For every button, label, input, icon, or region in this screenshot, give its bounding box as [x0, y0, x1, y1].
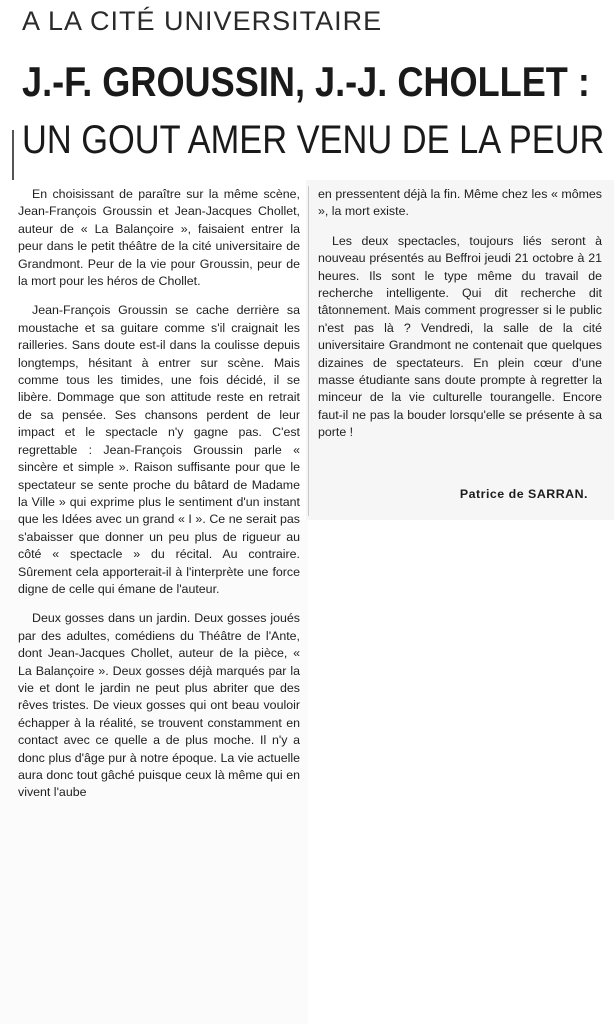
right-column: [318, 186, 602, 454]
paragraph: Jean-François Groussin se cache derrière sa moustache et sa guitare comme s'il craignait les railleries. Sans doute est-il dans la coulisse depuis longtemps, hésitant à entrer sur scène. Mais comme tous les timides, une fois décidé, il se libère. Dommage que son attitude reste en retrait de sa pensée. Ses chansons perdent de leur impact et le spectacle n'y gagne pas. C'est regrettable : Jean-François Groussin parle « sincère et simple ». Raison suffisante pour que le spectateur se sente proche du bâtard de Madame la Ville » qui exprime plus le sentiment d'un instant que les Idées avec un grand « I ». Ce ne serait pas s'abaisser que donner un peu plus de rigueur au côté « spectacle » du récital. Au contraire. Sûrement cela apporterait-il à l'interprète une force digne de celle qui émane de l'auteur.: [18, 303, 300, 596]
article-kicker: A LA CITÉ UNIVERSITAIRE: [22, 6, 383, 36]
paragraph: Deux gosses dans un jardin. Deux gosses joués par des adultes, comédiens du Théâtre de l'Ante, dont Jean-Jacques Chollet, auteur de la pièce, « La Balançoire ». Deux gosses déjà marqués par la vie et dont le jardin ne peut plus abriter que des rêves tristes. De vieux gosses qui ont beau vouloir échapper à la réalité, se trouvent constamment en contact avec ce quelle a de plus moche. Il n'y a donc plus d'âge pur à notre époque. La vie actuelle aura donc tout gâché puisque ceux là même qui en vivent l'aube: [18, 611, 300, 800]
article-subheadline: UN GOUT AMER VENU DE LA PEUR: [22, 118, 605, 162]
paragraph: Les deux spectacles, toujours liés seront à nouveau présentés au Beffroi jeudi 21 octobre à 21 heures. Ils sont le type même du travail de recherche intelligente. Qui dit recherche dit tâtonnement. Mais comment progresser si le public n'est pas là ? Vendredi, la salle de la cité universitaire Grandmont ne contenait que quelques dizaines de spectateurs. En plein cœur d'une masse étudiante sans doute prompte à regretter la minceur de la vie culturelle tourangelle. Encore faut-il ne pas la bouder lorsqu'elle se présente à sa porte !: [318, 233, 602, 440]
left-column: [18, 186, 300, 814]
paragraph: en pressentent déjà la fin. Même chez les « mômes », la mort existe.: [318, 187, 602, 219]
left-rule: [12, 130, 14, 180]
paragraph: En choisissant de paraître sur la même scène, Jean-François Groussin et Jean-Jacques Chollet, auteur de « La Balançoire », faisaient entrer la peur dans le petit théâtre de la cité universitaire de Grandmont. Peur de la vie pour Groussin, peur de la mort pour les héros de Chollet.: [18, 187, 300, 289]
author-signature: Patrice de SARRAN.: [459, 487, 588, 501]
column-divider: [308, 186, 309, 516]
article-headline: J.-F. GROUSSIN, J.-J. CHOLLET :: [22, 58, 590, 105]
